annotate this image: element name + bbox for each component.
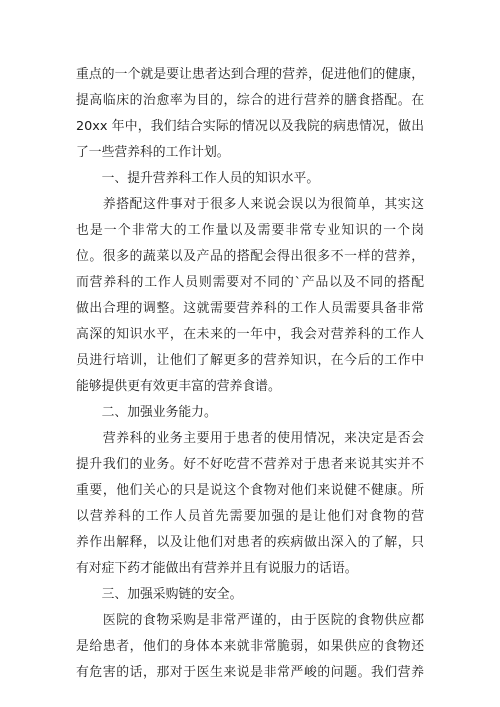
section-heading-3: 三、加强采购链的安全。 (76, 587, 243, 602)
paragraph-line: 提升我们的业务。好不好吃营不营养对于患者来说其实并不 (76, 457, 424, 472)
paragraph-line: 重要，他们关心的只是说这个食物对他们来说健不健康。所 (76, 483, 424, 498)
paragraph-line: 位。很多的蔬菜以及产品的搭配会得出很多不一样的营养， (76, 249, 424, 264)
paragraph-line: 了一些营养科的工作计划。 (76, 145, 230, 160)
section-heading-1: 一、提升营养科工作人员的知识水平。 (76, 171, 320, 186)
paragraph-line: 而营养科的工作人员则需要对不同的`产品以及不同的搭配 (76, 275, 424, 290)
paragraph-line: 提高临床的治愈率为目的，综合的进行营养的膳食搭配。在 (76, 93, 424, 108)
paragraph-line: 做出合理的调整。这就需要营养科的工作人员需要具备非常 (76, 301, 424, 316)
paragraph-line: 高深的知识水平，在未来的一年中，我会对营养科的工作人 (76, 327, 424, 342)
paragraph-line: 20xx 年中，我们结合实际的情况以及我院的病患情况，做出 (76, 119, 424, 134)
paragraph-line: 员进行培训，让他们了解更多的营养知识，在今后的工作中 (76, 353, 424, 368)
paragraph-line: 养作出解释，以及让他们对患者的疾病做出深入的了解，只 (76, 535, 424, 550)
paragraph-line: 有对症下药才能做出有营养并且有说服力的话语。 (76, 561, 358, 576)
paragraph-line: 能够提供更有效更丰富的营养食谱。 (76, 379, 281, 394)
paragraph-line: 也是一个非常大的工作量以及需要非常专业知识的一个岗 (76, 223, 424, 238)
paragraph-line: 养搭配这件事对于很多人来说会误以为很简单，其实这 (76, 197, 424, 212)
paragraph-line: 有危害的话，那对于医生来说是非常严峻的问题。我们营养 (76, 665, 424, 680)
paragraph-line: 医院的食物采购是非常严谨的，由于医院的食物供应都 (76, 613, 424, 628)
section-heading-2: 二、加强业务能力。 (76, 405, 217, 420)
paragraph-line: 重点的一个就是要让患者达到合理的营养，促进他们的健康， (76, 67, 424, 82)
paragraph-line: 以营养科的工作人员首先需要加强的是让他们对食物的营 (76, 509, 424, 524)
paragraph-line: 是给患者，他们的身体本来就非常脆弱，如果供应的食物还 (76, 639, 424, 654)
paragraph-line: 营养科的业务主要用于患者的使用情况，来决定是否会 (76, 431, 424, 446)
